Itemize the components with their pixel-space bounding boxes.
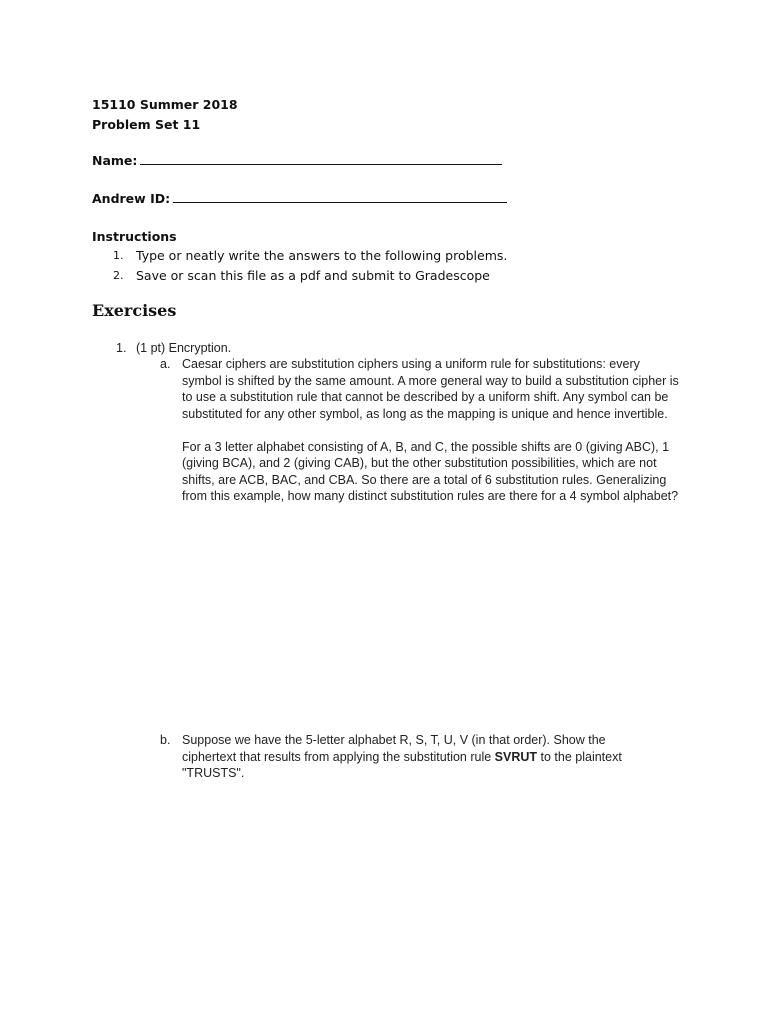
document-header [92,95,238,135]
andrew-id-blank-line[interactable] [173,190,507,203]
andrew-id-field [92,190,507,206]
question-1a [160,356,682,521]
subquestion-paragraph-2: For a 3 letter alphabet consisting of A, B, and C, the possible shifts are 0 (giving ABC), 1 (giving BCA), and 2 (giving CAB), but the other substitution possibilities, which are not shifts, are ACB, BAC, and CBA. So there are a total of 6 substitution rules. Generalizing from this example, how many distinct substitution rules are there for a 4 symbol alphabet? [182,439,679,503]
subquestion-text-after: to the plaintext "TRUSTS". [182,749,622,780]
subquestion-paragraph-1: Caesar ciphers are substitution ciphers using a uniform rule for substitutions: every symbol is shifted by the same amount. A more general way to build a substitution cipher is to use a substitution rule that cannot be described by a uniform shift. Any symbol can be substituted for any other symbol, as long as the mapping is unique and hence invertible. [182,357,679,421]
andrew-id-label: Andrew ID: [92,191,171,206]
instructions-title: Instructions [92,229,177,244]
exercises-heading: Exercises [92,301,177,320]
list-item [92,246,507,266]
subquestion-text-before: Suppose we have the 5-letter alphabet R, S, T, U, V (in that order). Show the ciphertext that results from applying the substitution rule [182,733,606,764]
problem-set-title: Problem Set 11 [92,117,201,132]
instructions-section [92,228,507,286]
question-1b [160,732,662,782]
question-1 [116,340,231,357]
name-blank-line[interactable] [140,152,502,165]
question-title: (1 pt) Encryption. [136,341,232,355]
name-field [92,152,502,168]
list-item [92,266,507,286]
list-item-number: 1. [113,249,124,262]
substitution-rule: SVRUT [494,749,538,764]
list-item-number: 2. [113,269,124,282]
question-number: 1. [116,341,127,355]
subquestion-letter: a. [160,357,171,371]
subquestion-paragraph [182,732,662,782]
subquestion-letter: b. [160,733,171,747]
course-title: 15110 Summer 2018 [92,97,238,112]
list-item-text: Type or neatly write the answers to the following problems. [136,248,508,263]
instructions-list [92,246,507,286]
list-item-text: Save or scan this file as a pdf and submit to Gradescope [136,268,490,283]
name-label: Name: [92,153,138,168]
